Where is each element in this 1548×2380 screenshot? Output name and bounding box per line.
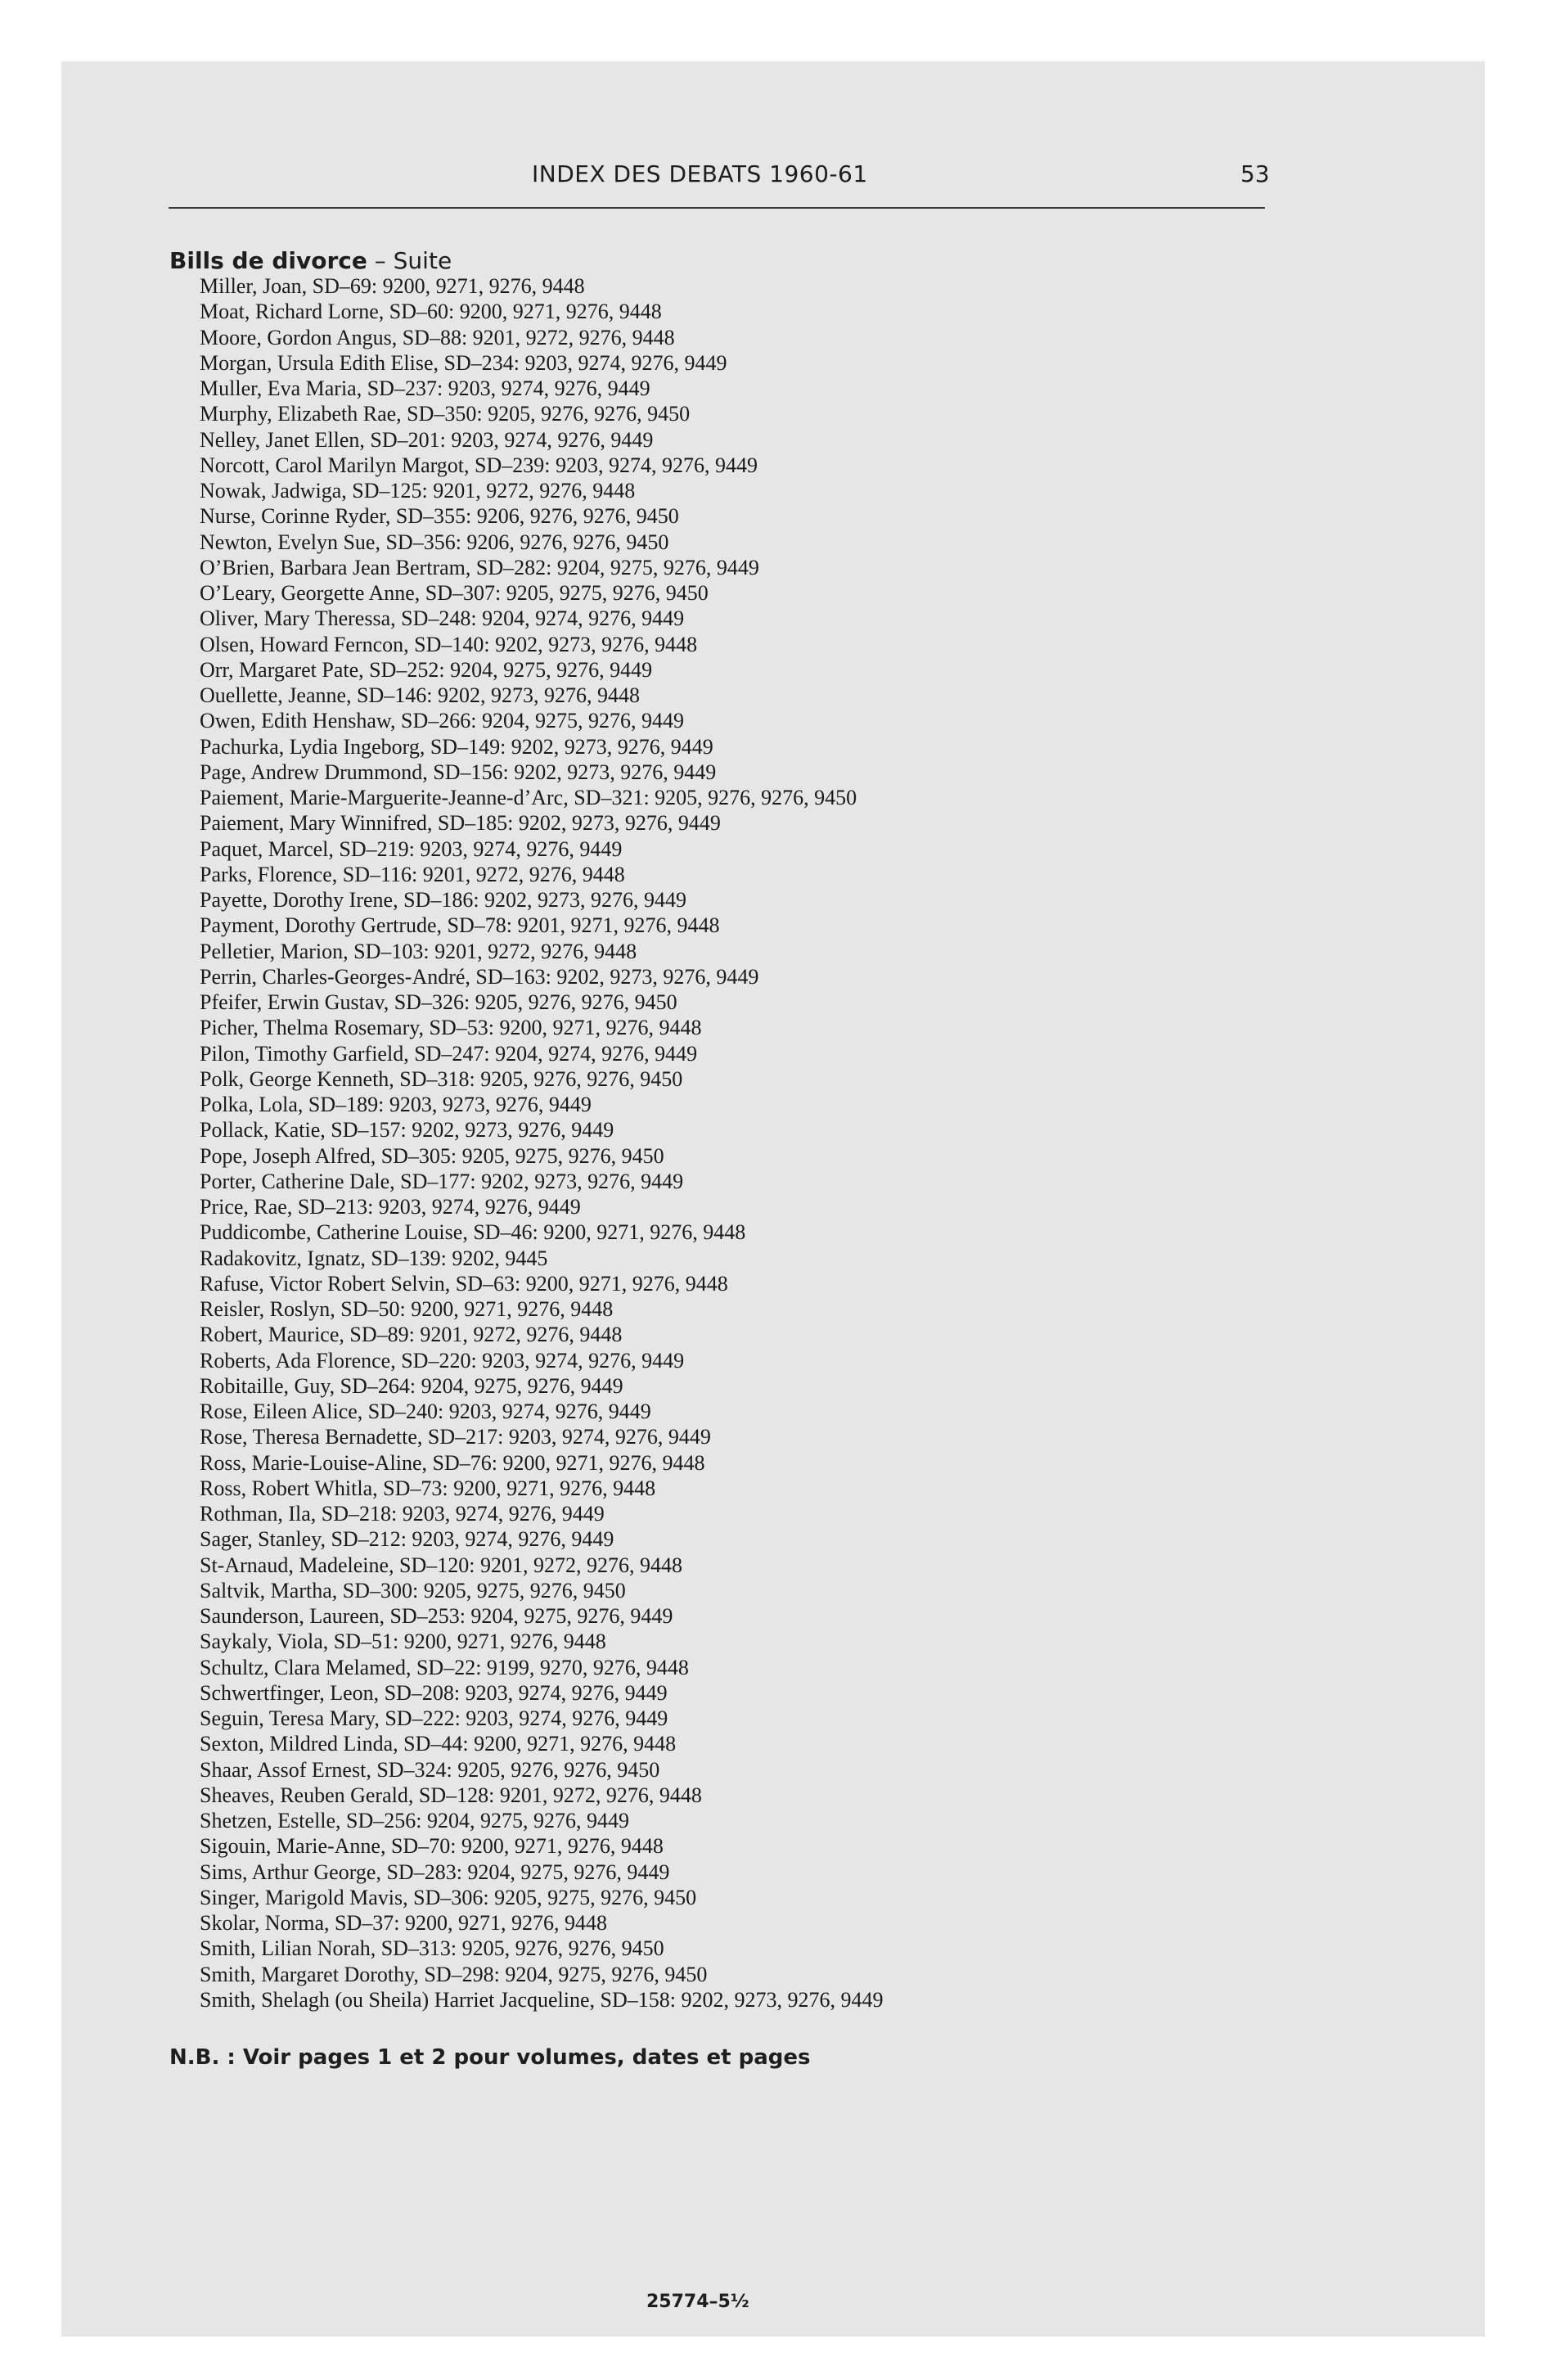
index-entry: Schwertfinger, Leon, SD–208: 9203, 9274, 9276, 9449: [200, 1680, 668, 1705]
index-entry: O’Leary, Georgette Anne, SD–307: 9205, 9275, 9276, 9450: [200, 581, 709, 605]
index-entry: Pilon, Timothy Garfield, SD–247: 9204, 9274, 9276, 9449: [200, 1041, 698, 1066]
index-entry: Paiement, Mary Winnifred, SD–185: 9202, 9273, 9276, 9449: [200, 811, 721, 836]
index-entry: Pachurka, Lydia Ingeborg, SD–149: 9202, 9273, 9276, 9449: [200, 734, 713, 759]
index-entry: Pollack, Katie, SD–157: 9202, 9273, 9276, 9449: [200, 1118, 614, 1143]
index-entry: Sims, Arthur George, SD–283: 9204, 9275, 9276, 9449: [200, 1859, 670, 1884]
index-entry: Reisler, Roslyn, SD–50: 9200, 9271, 9276, 9448: [200, 1297, 614, 1321]
index-entry: Picher, Thelma Rosemary, SD–53: 9200, 9271, 9276, 9448: [200, 1016, 702, 1040]
index-entry: Saltvik, Martha, SD–300: 9205, 9275, 9276, 9450: [200, 1578, 626, 1602]
index-entry: Payette, Dorothy Irene, SD–186: 9202, 9273, 9276, 9449: [200, 888, 687, 912]
index-entry: Sexton, Mildred Linda, SD–44: 9200, 9271, 9276, 9448: [200, 1732, 677, 1756]
index-entry: Ross, Marie-Louise-Aline, SD–76: 9200, 9271, 9276, 9448: [200, 1450, 705, 1475]
index-entry: Paiement, Marie-Marguerite-Jeanne-d’Arc, SD–321: 9205, 9276, 9276, 9450: [200, 786, 857, 809]
index-entry: Muller, Eva Maria, SD–237: 9203, 9274, 9276, 9449: [200, 376, 650, 400]
index-entry: Owen, Edith Henshaw, SD–266: 9204, 9275, 9276, 9449: [200, 709, 684, 733]
index-entry: Rose, Eileen Alice, SD–240: 9203, 9274, 9276, 9449: [200, 1400, 651, 1423]
section-heading: [169, 247, 452, 274]
index-entry: Shaar, Assof Ernest, SD–324: 9205, 9276, 9276, 9450: [200, 1757, 660, 1782]
index-entry: Orr, Margaret Pate, SD–252: 9204, 9275, 9276, 9449: [200, 657, 653, 682]
index-entry: Morgan, Ursula Edith Elise, SD–234: 9203, 9274, 9276, 9449: [200, 350, 727, 375]
page-header-title: INDEX DES DEBATS 1960-61: [532, 160, 868, 187]
index-entry: Price, Rae, SD–213: 9203, 9274, 9276, 9449: [200, 1195, 581, 1219]
index-entry: Rose, Theresa Bernadette, SD–217: 9203, 9274, 9276, 9449: [200, 1425, 711, 1449]
index-entry: Puddicombe, Catherine Louise, SD–46: 9200, 9271, 9276, 9448: [200, 1220, 746, 1245]
index-entry: Nurse, Corinne Ryder, SD–355: 9206, 9276, 9276, 9450: [200, 504, 679, 529]
index-entry: Pfeifer, Erwin Gustav, SD–326: 9205, 9276, 9276, 9450: [200, 990, 677, 1014]
index-entry: Roberts, Ada Florence, SD–220: 9203, 9274, 9276, 9449: [200, 1348, 685, 1373]
index-entry: Rafuse, Victor Robert Selvin, SD–63: 9200, 9271, 9276, 9448: [200, 1271, 728, 1296]
index-entry: O’Brien, Barbara Jean Bertram, SD–282: 9204, 9275, 9276, 9449: [200, 555, 759, 579]
index-entry: Sager, Stanley, SD–212: 9203, 9274, 9276, 9449: [200, 1527, 614, 1552]
index-entry: Ross, Robert Whitla, SD–73: 9200, 9271, 9276, 9448: [200, 1476, 656, 1500]
index-entry: Parks, Florence, SD–116: 9201, 9272, 9276, 9448: [200, 862, 625, 886]
index-entry: Smith, Lilian Norah, SD–313: 9205, 9276, 9276, 9450: [200, 1936, 664, 1961]
index-entry: Nowak, Jadwiga, SD–125: 9201, 9272, 9276, 9448: [200, 479, 636, 503]
print-folio: 25774–5½: [646, 2292, 749, 2312]
index-entry: Moore, Gordon Angus, SD–88: 9201, 9272, 9276, 9448: [200, 325, 675, 349]
footnote: N.B. : Voir pages 1 et 2 pour volumes, dates et pages: [169, 2045, 811, 2070]
index-entry: Robitaille, Guy, SD–264: 9204, 9275, 9276, 9449: [200, 1373, 623, 1398]
index-entry: Page, Andrew Drummond, SD–156: 9202, 9273, 9276, 9449: [200, 760, 717, 784]
index-entry: Robert, Maurice, SD–89: 9201, 9272, 9276, 9448: [200, 1323, 623, 1347]
header-divider: [169, 207, 1265, 209]
index-entry: Sheaves, Reuben Gerald, SD–128: 9201, 9272, 9276, 9448: [200, 1783, 702, 1807]
index-entry: Olsen, Howard Ferncon, SD–140: 9202, 9273, 9276, 9448: [200, 632, 698, 656]
index-entry: Oliver, Mary Theressa, SD–248: 9204, 9274, 9276, 9449: [200, 606, 685, 631]
index-entry: Ouellette, Jeanne, SD–146: 9202, 9273, 9276, 9448: [200, 683, 640, 707]
index-entry: St-Arnaud, Madeleine, SD–120: 9201, 9272, 9276, 9448: [200, 1553, 683, 1577]
index-entry: Nelley, Janet Ellen, SD–201: 9203, 9274, 9276, 9449: [200, 427, 654, 452]
index-entry: Newton, Evelyn Sue, SD–356: 9206, 9276, 9276, 9450: [200, 530, 669, 554]
index-entry: Polk, George Kenneth, SD–318: 9205, 9276, 9276, 9450: [200, 1066, 683, 1091]
index-entry: Payment, Dorothy Gertrude, SD–78: 9201, 9271, 9276, 9448: [200, 913, 720, 938]
index-entry: Polka, Lola, SD–189: 9203, 9273, 9276, 9449: [200, 1093, 592, 1116]
index-entry: Pelletier, Marion, SD–103: 9201, 9272, 9276, 9448: [200, 939, 637, 963]
index-entry: Norcott, Carol Marilyn Margot, SD–239: 9203, 9274, 9276, 9449: [200, 453, 758, 477]
index-entry: Rothman, Ila, SD–218: 9203, 9274, 9276, 9449: [200, 1502, 605, 1526]
index-entry: Saykaly, Viola, SD–51: 9200, 9271, 9276, 9448: [200, 1629, 606, 1654]
index-entry: Smith, Margaret Dorothy, SD–298: 9204, 9275, 9276, 9450: [200, 1962, 708, 1986]
index-entry: Porter, Catherine Dale, SD–177: 9202, 9273, 9276, 9449: [200, 1169, 684, 1193]
index-entry-list: [200, 273, 884, 2013]
index-entry: Smith, Shelagh (ou Sheila) Harriet Jacqueline, SD–158: 9202, 9273, 9276, 9449: [200, 1987, 884, 2012]
index-entry: Paquet, Marcel, SD–219: 9203, 9274, 9276, 9449: [200, 836, 623, 861]
index-entry: Murphy, Elizabeth Rae, SD–350: 9205, 9276, 9276, 9450: [200, 402, 691, 426]
index-entry: Moat, Richard Lorne, SD–60: 9200, 9271, 9276, 9448: [200, 300, 662, 324]
index-entry: Pope, Joseph Alfred, SD–305: 9205, 9275, 9276, 9450: [200, 1143, 664, 1168]
index-entry: Schultz, Clara Melamed, SD–22: 9199, 9270, 9276, 9448: [200, 1655, 689, 1679]
index-entry: Sigouin, Marie-Anne, SD–70: 9200, 9271, 9276, 9448: [200, 1834, 664, 1859]
section-heading-suffix: – Suite: [367, 247, 452, 274]
index-entry: Shetzen, Estelle, SD–256: 9204, 9275, 9276, 9449: [200, 1809, 630, 1832]
index-entry: Saunderson, Laureen, SD–253: 9204, 9275, 9276, 9449: [200, 1604, 673, 1628]
index-entry: Skolar, Norma, SD–37: 9200, 9271, 9276, 9448: [200, 1911, 607, 1935]
page-number: 53: [1240, 160, 1270, 187]
index-entry: Miller, Joan, SD–69: 9200, 9271, 9276, 9448: [200, 274, 585, 298]
index-entry: Seguin, Teresa Mary, SD–222: 9203, 9274, 9276, 9449: [200, 1706, 668, 1730]
index-entry: Perrin, Charles-Georges-André, SD–163: 9202, 9273, 9276, 9449: [200, 964, 759, 989]
index-entry: Singer, Marigold Mavis, SD–306: 9205, 9275, 9276, 9450: [200, 1885, 697, 1909]
index-entry: Radakovitz, Ignatz, SD–139: 9202, 9445: [200, 1246, 548, 1270]
section-heading-label: Bills de divorce: [169, 247, 367, 274]
